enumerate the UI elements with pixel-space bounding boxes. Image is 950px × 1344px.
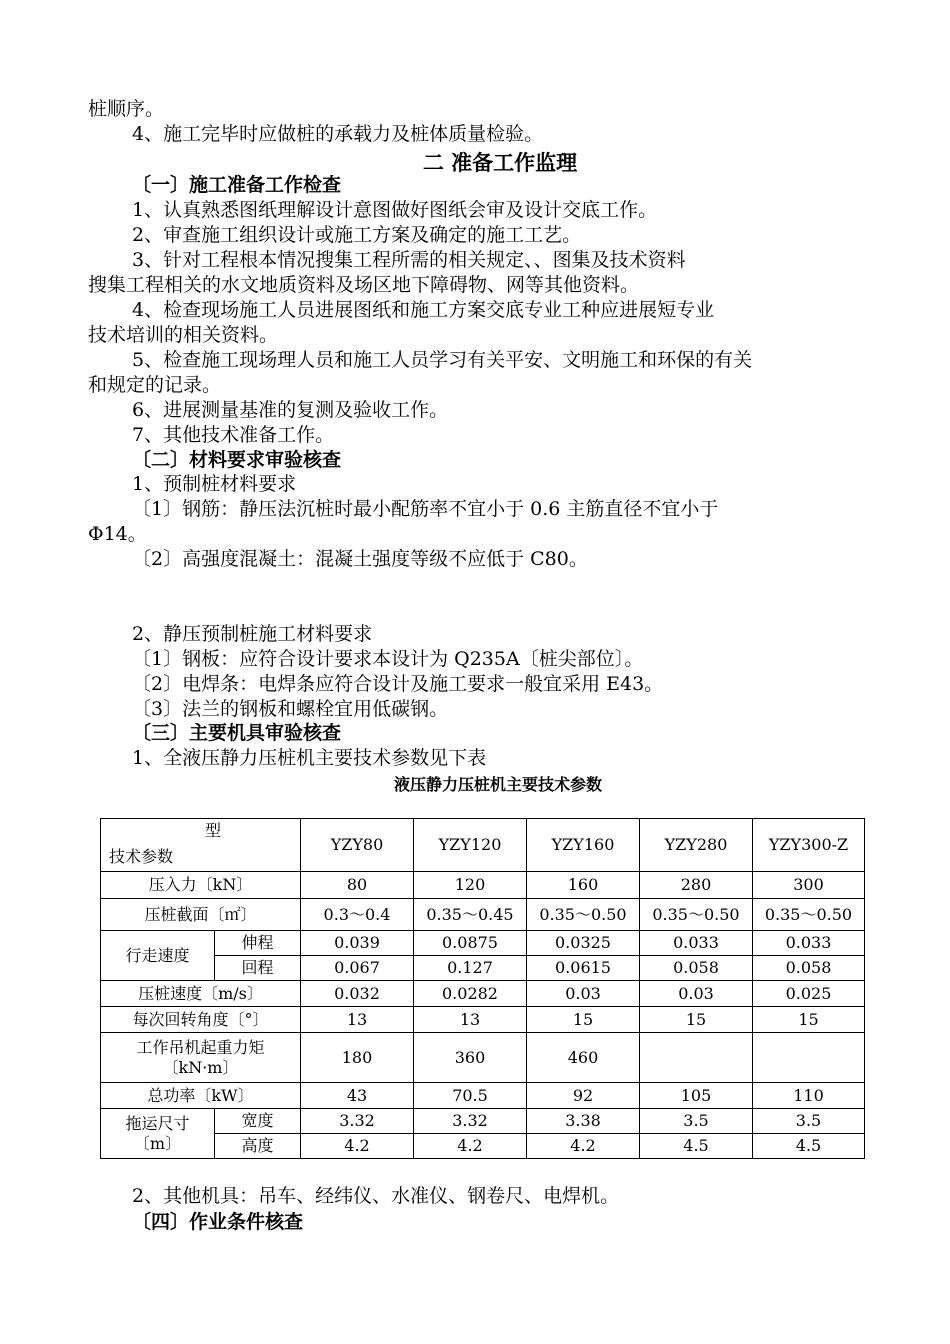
paragraph-line: Φ14。 <box>88 523 147 545</box>
table-cell: 0.35～0.50 <box>640 899 753 931</box>
subsection-heading: 〔四〕作业条件核查 <box>132 1211 304 1233</box>
row-sublabel: 伸程 <box>215 931 301 956</box>
subsection-heading: 〔一〕施工准备工作检查 <box>132 174 342 196</box>
paragraph-line: 2、静压预制桩施工材料要求 <box>132 623 373 645</box>
table-row <box>101 1033 865 1083</box>
table-cell: 160 <box>527 872 640 899</box>
paragraph-line: 4、施工完毕时应做桩的承载力及桩体质量检验。 <box>132 123 544 145</box>
corner-top-label: 型 <box>205 821 222 840</box>
model-header: YZY160 <box>527 819 640 872</box>
model-header: YZY280 <box>640 819 753 872</box>
table-cell: 105 <box>640 1083 753 1109</box>
paragraph-line: 2、其他机具：吊车、经纬仪、水准仪、钢卷尺、电焊机。 <box>132 1185 620 1207</box>
table-cell: 0.058 <box>640 956 753 981</box>
table-cell: 0.127 <box>414 956 527 981</box>
table-cell: 15 <box>640 1007 753 1033</box>
table-cell <box>753 1033 865 1083</box>
table-cell: 0.0615 <box>527 956 640 981</box>
table-cell: 300 <box>753 872 865 899</box>
row-label-line: 工作吊机起重力矩 <box>136 1037 265 1057</box>
row-label <box>101 1033 301 1083</box>
table-cell: 0.03 <box>640 981 753 1007</box>
table-row <box>101 956 865 981</box>
row-label: 行走速度 <box>101 931 215 981</box>
table-cell: 3.38 <box>527 1109 640 1134</box>
section-title: 二 准备工作监理 <box>422 151 578 175</box>
table-cell: 0.058 <box>753 956 865 981</box>
table-cell: 0.0875 <box>414 931 527 956</box>
table-cell: 0.03 <box>527 981 640 1007</box>
table-cell: 13 <box>414 1007 527 1033</box>
model-header: YZY80 <box>301 819 414 872</box>
table-cell: 280 <box>640 872 753 899</box>
table-row <box>101 931 865 956</box>
table-cell: 3.32 <box>414 1109 527 1134</box>
table-cell: 80 <box>301 872 414 899</box>
paragraph-line: 搜集工程相关的水文地质资料及场区地下障碍物、网等其他资料。 <box>88 274 640 296</box>
table-title: 液压静力压桩机主要技术参数 <box>393 775 602 794</box>
table-header-row <box>101 819 865 872</box>
paragraph-line: 桩顺序。 <box>88 98 165 120</box>
paragraph-line: 1、预制桩材料要求 <box>132 473 297 495</box>
table-cell: 110 <box>753 1083 865 1109</box>
row-sublabel: 高度 <box>215 1134 301 1159</box>
corner-cell <box>101 819 301 872</box>
table-cell: 0.033 <box>753 931 865 956</box>
table-cell: 3.5 <box>753 1109 865 1134</box>
parameters-table <box>100 818 865 1159</box>
table-cell: 180 <box>301 1033 414 1083</box>
paragraph-line: 〔1〕钢筋：静压法沉桩时最小配筋率不宜小于 0.6 主筋直径不宜小于 <box>132 498 719 520</box>
corner-bottom-label: 技术参数 <box>109 847 174 866</box>
table-cell: 43 <box>301 1083 414 1109</box>
table-row <box>101 872 865 899</box>
paragraph-line: 〔1〕钢板：应符合设计要求本设计为 Q235A〔桩尖部位〕。 <box>132 648 644 670</box>
table-cell <box>640 1033 753 1083</box>
paragraph-line: 1、认真熟悉图纸理解设计意图做好图纸会审及设计交底工作。 <box>132 199 658 221</box>
table-cell: 4.5 <box>640 1134 753 1159</box>
table-cell: 0.3～0.4 <box>301 899 414 931</box>
subsection-heading: 〔三〕主要机具审验核查 <box>132 722 342 744</box>
paragraph-line: 〔2〕电焊条：电焊条应符合设计及施工要求一般宜采用 E43。 <box>132 673 664 695</box>
paragraph-line: 和规定的记录。 <box>88 374 222 396</box>
table-row <box>101 981 865 1007</box>
subsection-heading: 〔二〕材料要求审验核查 <box>132 449 342 471</box>
model-header: YZY300-Z <box>753 819 865 872</box>
table-cell: 120 <box>414 872 527 899</box>
row-label: 压入力〔kN〕 <box>101 872 301 899</box>
table-cell: 460 <box>527 1033 640 1083</box>
paragraph-line: 7、其他技术准备工作。 <box>132 424 335 446</box>
table-row <box>101 1134 865 1159</box>
paragraph-line: 2、审查施工组织设计或施工方案及确定的施工工艺。 <box>132 224 582 246</box>
row-label-line: 拖运尺寸 <box>125 1113 190 1133</box>
paragraph-line: 1、全液压静力压桩机主要技术参数见下表 <box>132 747 487 769</box>
paragraph-line: 6、进展测量基准的复测及验收工作。 <box>132 399 449 421</box>
table-cell: 0.032 <box>301 981 414 1007</box>
row-label: 压桩截面〔㎡〕 <box>101 899 301 931</box>
table-cell: 0.35～0.50 <box>527 899 640 931</box>
table-cell: 15 <box>527 1007 640 1033</box>
table-row <box>101 1109 865 1134</box>
table-cell: 0.0325 <box>527 931 640 956</box>
table-cell: 0.067 <box>301 956 414 981</box>
table-cell: 0.025 <box>753 981 865 1007</box>
table-cell: 4.5 <box>753 1134 865 1159</box>
table-cell: 70.5 <box>414 1083 527 1109</box>
paragraph-line: 〔3〕法兰的钢板和螺栓宜用低碳钢。 <box>132 698 449 720</box>
table-cell: 0.35～0.50 <box>753 899 865 931</box>
row-label-line: 〔m〕 <box>133 1133 182 1153</box>
table-cell: 4.2 <box>527 1134 640 1159</box>
row-label <box>101 1109 215 1159</box>
row-label: 总功率〔kW〕 <box>101 1083 301 1109</box>
table-cell: 0.039 <box>301 931 414 956</box>
row-sublabel: 宽度 <box>215 1109 301 1134</box>
table-cell: 0.033 <box>640 931 753 956</box>
row-sublabel: 回程 <box>215 956 301 981</box>
paragraph-line: 〔2〕高强度混凝土：混凝土强度等级不应低于 C80。 <box>132 548 588 570</box>
paragraph-line: 3、针对工程根本情况搜集工程所需的相关规定、、图集及技术资料 <box>132 249 686 271</box>
row-label: 每次回转角度〔°〕 <box>101 1007 301 1033</box>
table-cell: 3.32 <box>301 1109 414 1134</box>
table-cell: 92 <box>527 1083 640 1109</box>
paragraph-line: 4、检查现场施工人员进展图纸和施工方案交底专业工种应进展短专业 <box>132 299 715 321</box>
table-cell: 15 <box>753 1007 865 1033</box>
table-cell: 0.0282 <box>414 981 527 1007</box>
table-cell: 4.2 <box>414 1134 527 1159</box>
paragraph-line: 5、检查施工现场理人员和施工人员学习有关平安、文明施工和环保的有关 <box>132 349 753 371</box>
row-label: 压桩速度〔m/s〕 <box>101 981 301 1007</box>
table-row <box>101 1083 865 1109</box>
table-cell: 3.5 <box>640 1109 753 1134</box>
table-cell: 13 <box>301 1007 414 1033</box>
paragraph-line: 技术培训的相关资料。 <box>88 324 279 346</box>
row-label-line: 〔kN·m〕 <box>162 1057 239 1077</box>
table-cell: 4.2 <box>301 1134 414 1159</box>
table-row <box>101 899 865 931</box>
table-cell: 0.35～0.45 <box>414 899 527 931</box>
table-row <box>101 1007 865 1033</box>
table-cell: 360 <box>414 1033 527 1083</box>
model-header: YZY120 <box>414 819 527 872</box>
